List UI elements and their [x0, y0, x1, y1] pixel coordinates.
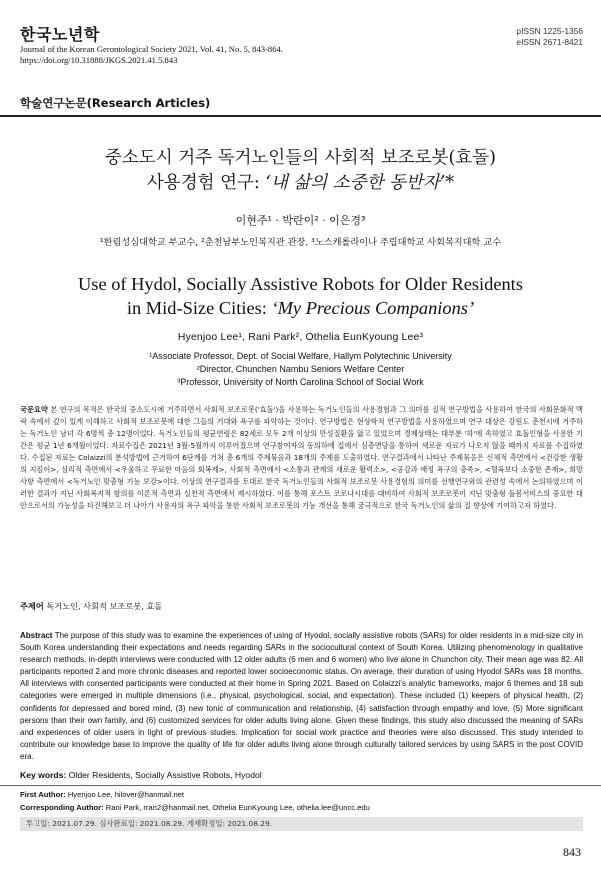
english-affiliations — [0, 350, 601, 389]
citation-block — [20, 44, 283, 66]
korean-title-mark: * — [445, 173, 455, 193]
korean-title-line2 — [0, 171, 601, 196]
english-abstract — [20, 630, 583, 763]
english-authors: Hyenjoo Lee¹, Rani Park², Othelia EunKyoung Lee³ — [177, 332, 424, 343]
english-title-line1: Use of Hydol, Socially Assistive Robots for Older Residents — [78, 274, 523, 294]
pissn: pISSN 1225-1356 — [516, 26, 583, 36]
korean-title-italic: ‘내 삶의 소중한 동반자’ — [265, 173, 446, 193]
english-affiliation-3: ³Professor, University of North Carolina School of Social Work — [177, 377, 424, 387]
journal-name: 한국노년학 — [20, 25, 100, 44]
english-title-italic: ‘My Precious Companions’ — [271, 298, 475, 318]
english-title — [0, 272, 601, 320]
corresponding-author-label: Corresponding Author: — [20, 803, 104, 812]
english-keywords-label: Key words: — [20, 770, 67, 780]
doi-link[interactable]: https://doi.org/10.31888/JKGS.2021.41.5.843 — [20, 55, 178, 65]
english-keywords-text: Older Residents, Socially Assistive Robots, Hyodol — [68, 770, 262, 780]
korean-keywords — [20, 601, 583, 612]
first-author-text: Hyenjoo Lee, hilover@hanmail.net — [67, 790, 185, 799]
english-title-line2 — [0, 296, 601, 320]
english-abstract-label: Abstract — [20, 631, 53, 640]
citation-line: Journal of the Korean Gerontological Society 2021, Vol. 41, No. 5, 843-864. — [20, 44, 283, 54]
eissn: eISSN 2671-8421 — [516, 37, 583, 47]
korean-abstract-text: 본 연구의 목적은 한국의 중소도시에 거주하면서 사회적 보조로봇('효돌')을 사용하는 독거노인들의 사용경험과 그 의미를 질적 연구방법을 사용하여 한국의 사회문화적 맥락 속에서 깊이 있게 이해하고 사회적 보조로봇에 대한 그들의 기대와 욕구를 파악하는 것이다. 연구방법은 현상학적 연구방법을 사용하였으며 연구 대상은 강원도 춘천시에 거주하는 독거노인 남녀 각 6명씩 총 12명이었다. 독거노인들의 평균연령은 82세로 모두 2개 이상의 만성질환을 앓고 있었으며 경제상태는 대부분 '하'에 속하였고 효돌인형을 사용한 기간은 평균 1년 6개월이었다. 자료수집은 2021년 3월-5월까지 이루어졌으며 연구참여자의 동의하에 집에서 심층면담을 통하여 새로운 자료가 나오지 않을 때까지 자료를 수집하였다. 수집된 자료는 Colaizzi의 분석방법에 근거하여 6단계를 거쳐 총 6개의 주제묶음과 18개의 주제를 도출하였다. 연구결과에서 나타난 주제묶음은 신체적 측면에서 <건강한 생활의 지킴이>, 심리적 측면에서 <우울하고 무료한 마음의 회복제>, 사회적 측면에서 <소통과 관계의 새로운 활력소>, <공감과 애정 욕구의 충족>, <혈육보다 소중한 존재>, 희망사항 측면에서 <독거노인 맞춤형 기능 보강>이다. 이상의 연구결과를 토대로 한국 독거노인들의 사회적 보조로봇 사용경험의 의미를 선행연구와의 관련성 속에서 논의하였으며 이러한 결과가 지닌 사회복지적 함의를 이론적 측면과 실천적 측면에서 제시하였다. 이를 통해 포스트 코로나시대를 대비하여 사회적 보조로봇이 지닌 맞춤형 돌봄서비스의 중요한 대안으로서의 가능성을 타진해보고 더 나아가 사용자의 욕구 파악을 통한 사회적 보조로봇의 기능 개선을 통해 궁극적으로 한국 독거노인의 삶의 질 향상에 기여하고자 하였다. — [20, 405, 583, 510]
page-number: 843 — [563, 845, 581, 859]
corresponding-author-text: Rani Park, rran2@hanmail.net, Othelia EunKyoung Lee, othelia.lee@uncc.edu — [105, 803, 370, 812]
english-title-plain: in Mid-Size Cities: — [126, 298, 272, 318]
english-affiliation-1: ¹Associate Professor, Dept. of Social Welfare, Hallym Polytechnic University — [149, 351, 452, 361]
korean-authors: 이현주¹ · 박란이² · 이은경³ — [235, 214, 366, 227]
korean-title-line1: 중소도시 거주 독거노인들의 사회적 보조로봇(효돌) — [105, 148, 496, 168]
korean-abstract-label: 국문요약 — [20, 405, 48, 414]
footer-divider — [0, 785, 601, 786]
korean-title — [0, 146, 601, 196]
korean-keywords-text: 독거노인, 사회적 보조로봇, 효돌 — [46, 601, 163, 611]
english-abstract-text: The purpose of this study was to examine the experiences of using of Hyodol, socially assistive robots (SARs) for older residents in a mid-size city in South Korea understanding their expectations and needs regarding SARs in the sociocultural context of South Korea. Utilizing phenomenology in qualitative research methods, in-depth interviews were conducted with 12 older adults (6 men and 6 women) who live alone in Chunchon city. Their mean age was 82. All participants reported 2 and more chronic diseases and reported lower socioeconomic status. On average, their duration of using Hyodol SARs was 18 months. All interviews with consented participants were conducted at their home in Spring 2021. Based on Colaizzi's analytic frameworks, major 6 themes and 18 sub categories were emerged in multiple dimensions (i.e., physical, psychological, social, and expectation). These included (1) keepers of physical health, (2) confidents for depressed and bored mind, (3) new tonic of communication and relationship, (4) satisfaction through empathy and love, (5) More significant persons than their own family, and (6) customized services for older adults living alone. Given these findings, this study also discussed the meaning of SARs and experiences of older users in light of previous studies. Implication for social work practice and theories were also discussed. This study intended to contribute our knowledge base to improve the quality of life for older adults living alone through culturally tailored services by using SARS in the post COVID era. — [20, 631, 584, 761]
submission-dates: 투고일: 2021.07.29. 심사완료일: 2021.08.29. 게재확정일: 2021.08.29. — [20, 817, 583, 831]
first-author-label: First Author: — [20, 790, 66, 799]
issn-block — [516, 26, 583, 48]
korean-abstract — [20, 404, 583, 512]
corresponding-author — [20, 803, 370, 812]
header-divider — [0, 115, 601, 117]
article-category: 학술연구논문(Research Articles) — [20, 96, 211, 110]
english-keywords — [20, 770, 583, 780]
first-author — [20, 790, 184, 799]
english-affiliation-2: ²Director, Chunchen Nambu Seniors Welfare Center — [196, 364, 405, 374]
korean-title-plain: 사용경험 연구: — [146, 173, 266, 193]
korean-affiliations: ¹한림성심대학교 부교수, ²춘천남부노인복지관 관장, ³노스캐롤라이나 주립대학교 사회복지대학 교수 — [99, 237, 502, 248]
korean-keywords-label: 주제어 — [20, 601, 44, 611]
